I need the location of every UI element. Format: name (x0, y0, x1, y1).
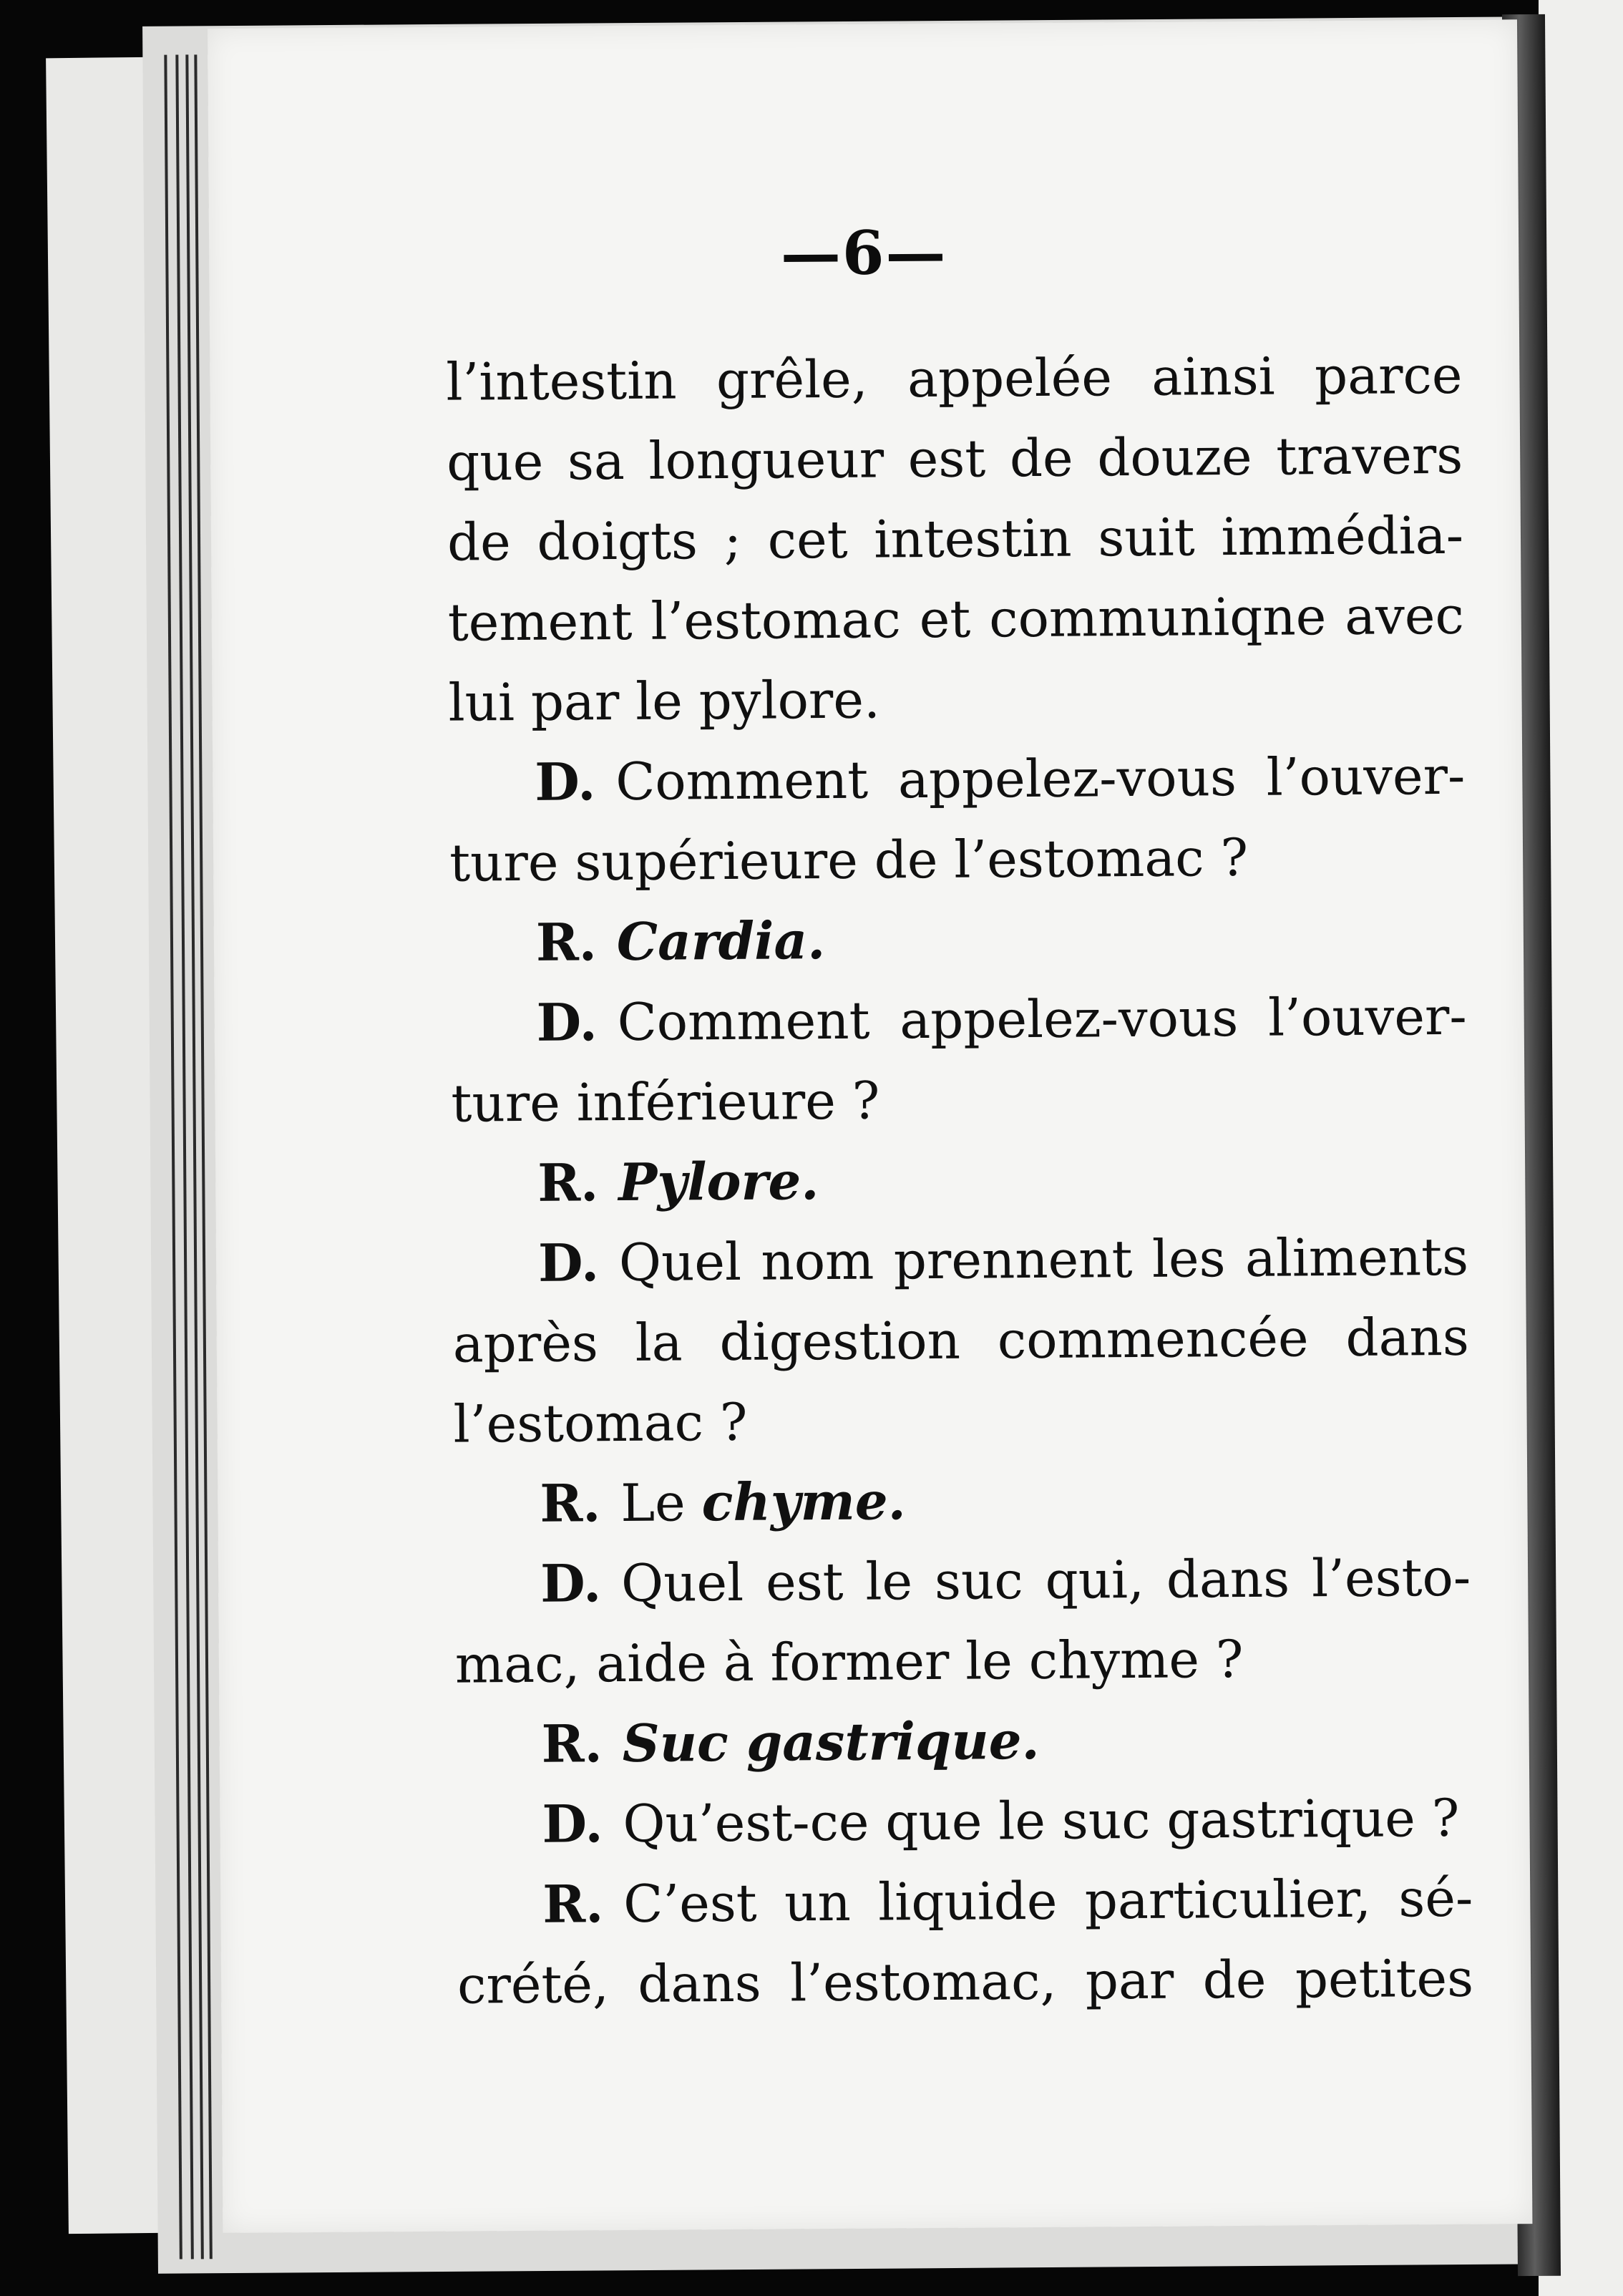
question-4 (454, 1537, 1471, 1625)
text-line: de doigts ; cet intestin suit immédia- (447, 505, 1464, 573)
answer-label: R. (535, 911, 598, 973)
book-page (208, 19, 1532, 2233)
question-text: Comment appelez-vous l’ouver- (615, 745, 1466, 812)
answer-label: R. (540, 1472, 601, 1534)
answer-1 (450, 896, 1467, 983)
text-line: ture supérieure de l’estomac ? (449, 827, 1249, 893)
answer-text: Cardia. (616, 910, 826, 973)
answer-5 (457, 1858, 1473, 1945)
text-line: l’estomac ? (453, 1391, 748, 1454)
text-line: ture inférieure ? (451, 1070, 880, 1134)
text-line: crété, dans l’estomac, par de petites (457, 1947, 1474, 2015)
answer-label: R. (537, 1152, 599, 1213)
question-label: D. (537, 1232, 600, 1293)
question-1 (449, 736, 1466, 823)
answer-label: R. (541, 1713, 603, 1774)
question-2 (450, 976, 1467, 1064)
question-label: D. (535, 751, 596, 812)
question-text: Quel nom prennent les aliments (618, 1226, 1469, 1293)
page-text (446, 335, 1473, 2025)
text-line: que sa longueur est de douze travers (446, 424, 1463, 492)
question-text: Quel est le suc qui, dans l’esto- (620, 1547, 1471, 1614)
question-3 (452, 1217, 1469, 1304)
answer-text: C’est un liquide particulier, sé- (623, 1867, 1473, 1935)
answer-text: Suc gastrique. (622, 1709, 1040, 1774)
text-line: tement l’estomac et communiqne avec (447, 585, 1465, 653)
question-5 (456, 1778, 1473, 1865)
answer-3 (454, 1457, 1471, 1545)
question-text: Comment appelez-vous l’ouver- (617, 986, 1467, 1053)
answer-2 (452, 1137, 1468, 1224)
question-text: Qu’est-ce que le suc gastrique ? (623, 1787, 1460, 1854)
question-label: D. (540, 1552, 602, 1614)
question-label: D. (536, 991, 598, 1053)
page-number: —6— (780, 216, 947, 289)
text-line: lui par le pylore. (448, 669, 881, 733)
text-line: l’intestin grêle, appelée ainsi parce (446, 344, 1463, 412)
text-line: mac, aide à former le chyme ? (454, 1628, 1244, 1695)
answer-text: Pylore. (618, 1150, 819, 1213)
answer-label: R. (542, 1873, 604, 1935)
text-line: après la digestion commencée dans (452, 1306, 1470, 1374)
answer-4 (455, 1698, 1472, 1785)
answer-text: chyme. (701, 1470, 906, 1533)
answer-lead: Le (620, 1472, 686, 1534)
question-label: D. (542, 1793, 603, 1854)
